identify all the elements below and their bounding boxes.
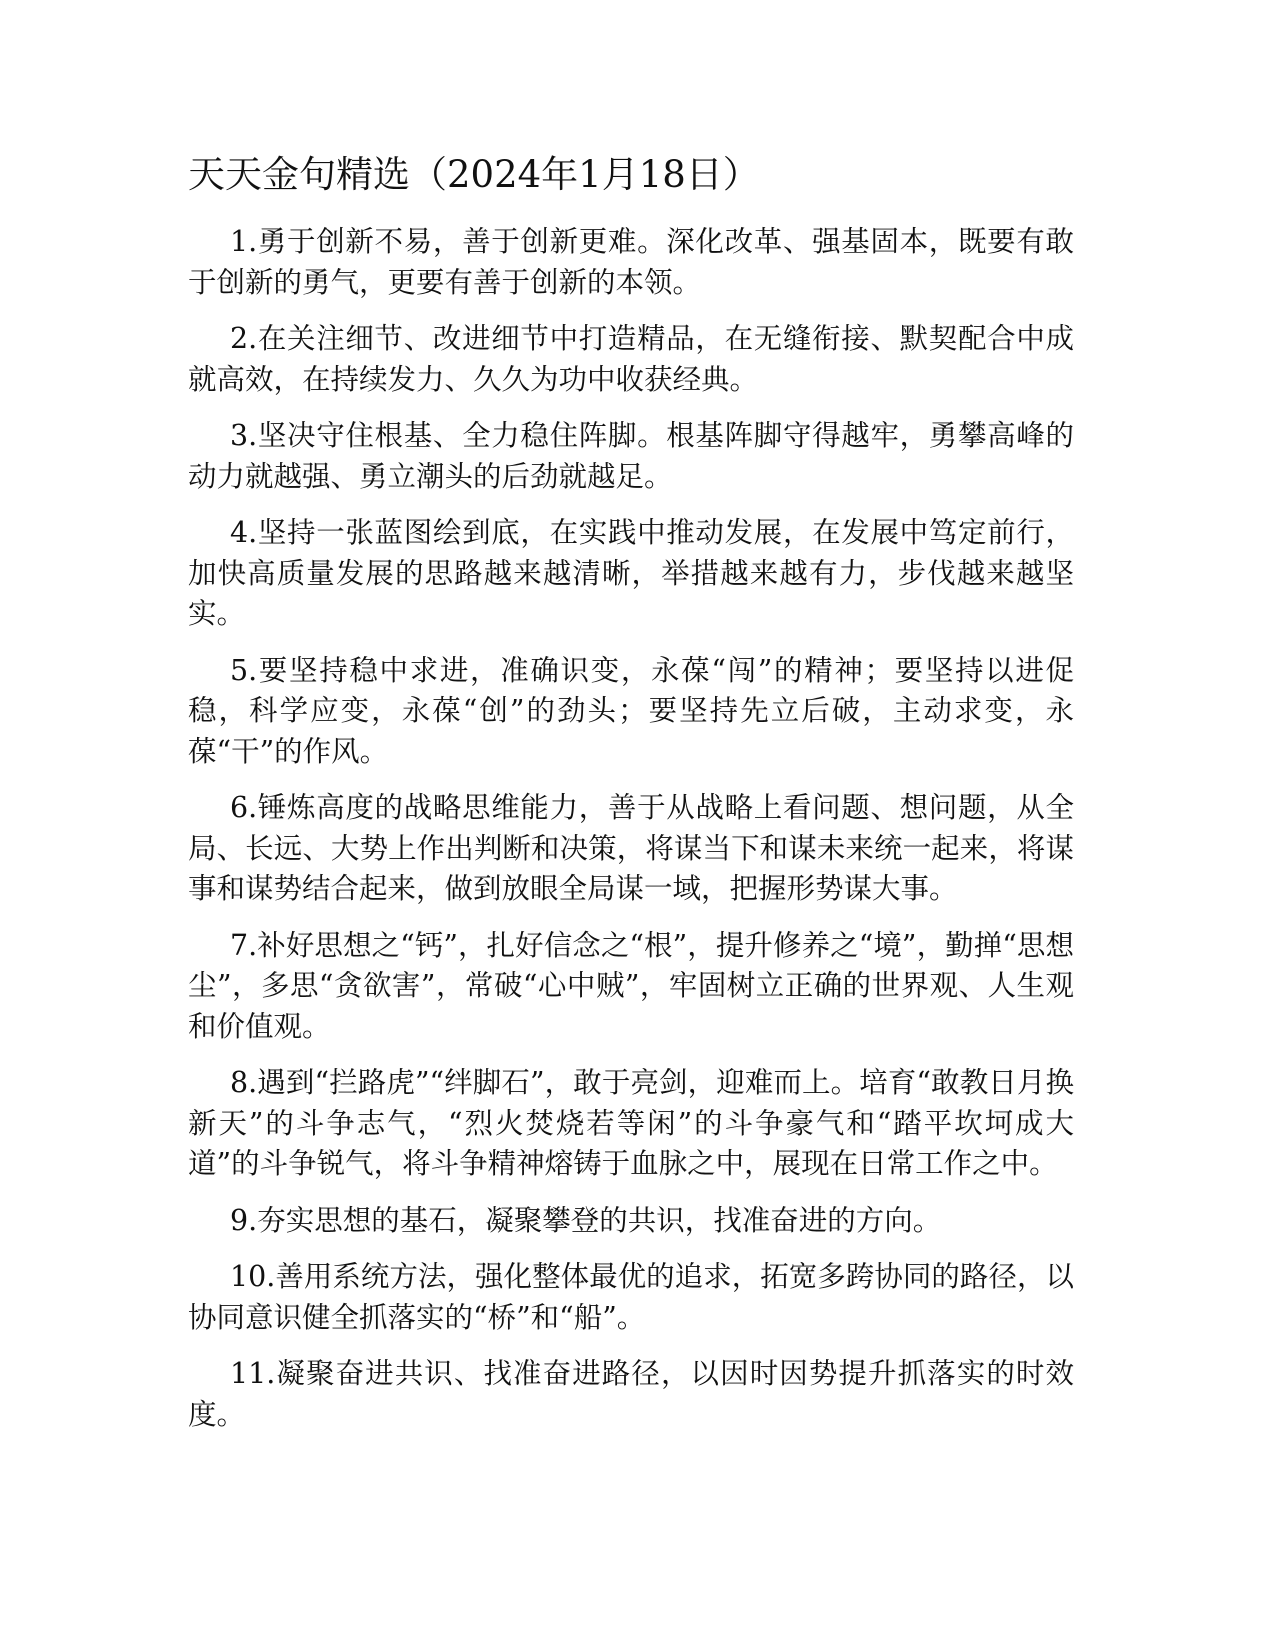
quote-paragraph-3: 3.坚决守住根基、全力稳住阵脚。根基阵脚守得越牢，勇攀高峰的动力就越强、勇立潮头的后劲就越足。: [188, 419, 1074, 493]
page-title: 天天金句精选（2024年1月18日）: [188, 153, 760, 196]
quote-paragraph-6: 6.锤炼高度的战略思维能力，善于从战略上看问题、想问题，从全局、长远、大势上作出判断和决策，将谋当下和谋未来统一起来，将谋事和谋势结合起来，做到放眼全局谋一域，把握形势谋大事。: [188, 791, 1074, 905]
quote-paragraph-2: 2.在关注细节、改进细节中打造精品，在无缝衔接、默契配合中成就高效，在持续发力、久久为功中收获经典。: [188, 322, 1074, 396]
quote-paragraph-1: 1.勇于创新不易，善于创新更难。深化改革、强基固本，既要有敢于创新的勇气，更要有善于创新的本领。: [188, 225, 1074, 299]
document-body: [188, 222, 1074, 1451]
quote-paragraph-8: 8.遇到“拦路虎”“绊脚石”，敢于亮剑，迎难而上。培育“敢教日月换新天”的斗争志气，“烈火焚烧若等闲”的斗争豪气和“踏平坎坷成大道”的斗争锐气，将斗争精神熔铸于血脉之中，展现在日常工作之中。: [188, 1066, 1074, 1180]
quote-paragraph-10: 10.善用系统方法，强化整体最优的追求，拓宽多跨协同的路径，以协同意识健全抓落实的“桥”和“船”。: [188, 1260, 1074, 1334]
quote-paragraph-11: 11.凝聚奋进共识、找准奋进路径，以因时因势提升抓落实的时效度。: [188, 1357, 1074, 1431]
quote-paragraph-5: 5.要坚持稳中求进，准确识变，永葆“闯”的精神；要坚持以进促稳，科学应变，永葆“创”的劲头；要坚持先立后破，主动求变，永葆“干”的作风。: [188, 653, 1074, 768]
quote-paragraph-4: 4.坚持一张蓝图绘到底，在实践中推动发展，在发展中笃定前行，加快高质量发展的思路越来越清晰，举措越来越有力，步伐越来越坚实。: [188, 516, 1074, 630]
quote-paragraph-7: 7.补好思想之“钙”，扎好信念之“根”，提升修养之“境”，勤掸“思想尘”，多思“贪欲害”，常破“心中贼”，牢固树立正确的世界观、人生观和价值观。: [188, 928, 1074, 1043]
quote-paragraph-9: 9.夯实思想的基石，凝聚攀登的共识，找准奋进的方向。: [230, 1203, 942, 1237]
